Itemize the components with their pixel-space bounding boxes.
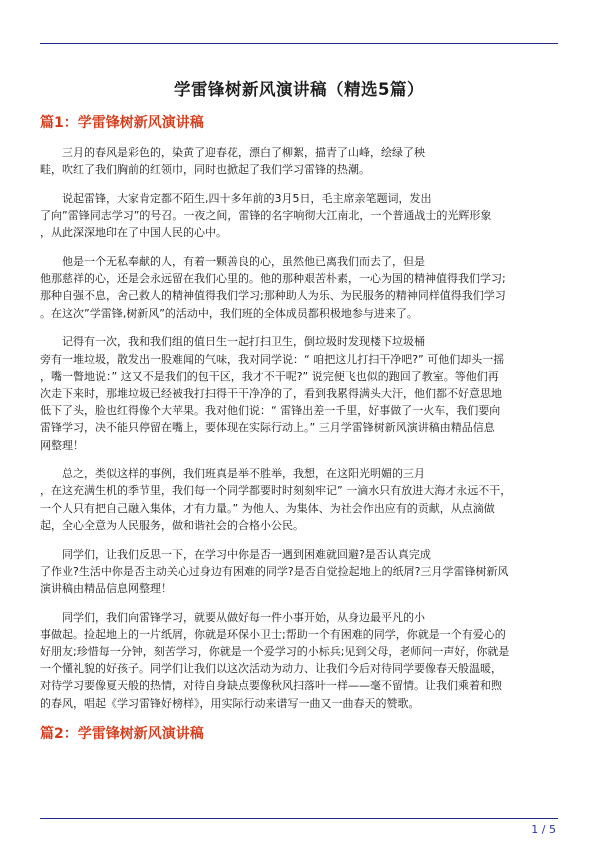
section-heading-2: 篇2：学雷锋树新风演讲稿: [40, 726, 204, 743]
document-body: [40, 76, 558, 755]
paragraph-line: 一个懂礼貌的好孩子。同学们让我们以这次活动为动力、让我们今后对待同学要像春天般温暖，: [40, 662, 502, 676]
paragraph-line: 了作业?生活中你是否主动关心过身边有困难的同学?是否自觉捡起地上的纸屑?三月学雷锋树新风: [40, 564, 509, 578]
paragraph-line: 同学们，让我们反思一下，在学习中你是否一遇到困难就回避?是否认真完成: [62, 547, 431, 561]
paragraph-2: [40, 190, 558, 242]
paragraph-line: 。在这次”学雷锋,树新风”的活动中，我们班的全体成员都积极地参与进来了。: [40, 306, 418, 320]
paragraph-line: 好朋友;珍惜每一分钟，刻苦学习，你就是一个爱学习的小标兵;见到父母，老师问一声好，你就是: [40, 645, 510, 659]
paragraph-line: ，嘴一瞥地说：” 这又不是我们的包干区，我才不干呢?” 说完便飞也似的跑回了教室。等他们再: [40, 369, 499, 383]
paragraph-line: 旁有一堆垃圾，散发出一股难闻的气味，我对同学说：“ 咱把这儿打扫干净吧?” 可他们却头一摇: [40, 352, 505, 366]
paragraph-line: 低下了头，脸也红得像个大苹果。我对他们说：“ 雷锋出差一千里，好事做了一火车，我们要向: [40, 404, 501, 418]
paragraph-1: [40, 144, 558, 178]
paragraph-line: 总之，类似这样的事例，我们班真是举不胜举，我想，在这阳光明媚的三月: [62, 467, 425, 481]
document-title: 学雷锋树新风演讲稿（精选5篇）: [174, 80, 424, 99]
section-heading-1: 篇1：学雷锋树新风演讲稿: [40, 115, 204, 131]
paragraph-line: 说起雷锋，大家肯定都不陌生,四十多年前的3月5日，毛主席亲笔题词，发出: [62, 191, 432, 205]
paragraph-3: [40, 253, 558, 322]
paragraph-line: 了向”雷锋同志学习”的号召。一夜之间，雷锋的名字响彻大江南北，一个普通战士的光辉形象: [40, 209, 492, 223]
paragraph-line: 次走下来时，那堆垃圾已经被我打扫得干干净净的了，看到我累得满头大汗，他们都不好意思地: [40, 386, 502, 400]
footer-rule: [40, 818, 558, 819]
paragraph-line: 网整理！: [40, 438, 84, 452]
paragraph-line: 同学们，我们向雷锋学习，就要从做好每一件小事开始，从身边最平凡的小: [62, 610, 425, 624]
paragraph-line: 记得有一次，我和我们组的值日生一起打扫卫生，倒垃圾时发现楼下垃圾桶: [62, 335, 425, 349]
paragraph-line: 三月的春风是彩色的，染黄了迎春花，漂白了柳絮，描青了山峰，绘绿了秧: [62, 146, 425, 159]
paragraph-line: 畦，吹红了我们胸前的红领巾，同时也掀起了我们学习雷锋的热潮。: [40, 163, 370, 177]
paragraph-line: ，在这充满生机的季节里，我们每一个同学都要时时刻刻牢记” 一滴水只有放进大海才永远不干，: [40, 484, 512, 498]
header-rule: [40, 43, 558, 44]
paragraph-line: 演讲稿由精品信息网整理！: [40, 581, 172, 595]
paragraph-4: [40, 333, 558, 453]
paragraph-line: ，从此深深地印在了中国人民的心中。: [40, 226, 227, 240]
paragraph-line: 起，全心全意为人民服务，做和谐社会的合格小公民。: [40, 518, 304, 532]
paragraph-6: [40, 546, 558, 598]
paragraph-line: 那种自强不息，舍己救人的精神值得我们学习;那种助人为乐、为民服务的精神同样值得我们学习: [40, 289, 506, 303]
paragraph-line: 雷锋学习，决不能只停留在嘴上，要体现在实际行动上。” 三月学雷锋树新风演讲稿由精品信息: [40, 421, 495, 435]
paragraph-7: [40, 609, 558, 712]
paragraph-line: 事做起。捡起地上的一片纸屑，你就是环保小卫士;帮助一个有困难的同学，你就是一个有爱心的: [40, 627, 506, 641]
paragraph-line: 他那慈祥的心，还是会永远留在我们心里的。他的那种艰苦朴素，一心为国的精神值得我们学习;: [40, 272, 506, 286]
paragraph-line: 他是一个无私奉献的人，有着一颗善良的心，虽然他已离我们而去了，但是: [62, 255, 425, 269]
paragraph-5: [40, 465, 558, 534]
page-number: 1 / 5: [531, 823, 556, 836]
paragraph-line: 对待学习要像夏天般的热情，对待自身缺点要像秋风扫落叶一样——毫不留情。让我们乘着和煦: [40, 679, 502, 693]
paragraph-line: 一个人只有把自己融入集体，才有力量。” 为他人、为集体、为社会作出应有的贡献，从点滴做: [40, 501, 495, 515]
paragraph-line: 的春风，唱起《学习雷锋好榜样》，用实际行动来谱写一曲又一曲春天的赞歌。: [40, 696, 420, 710]
